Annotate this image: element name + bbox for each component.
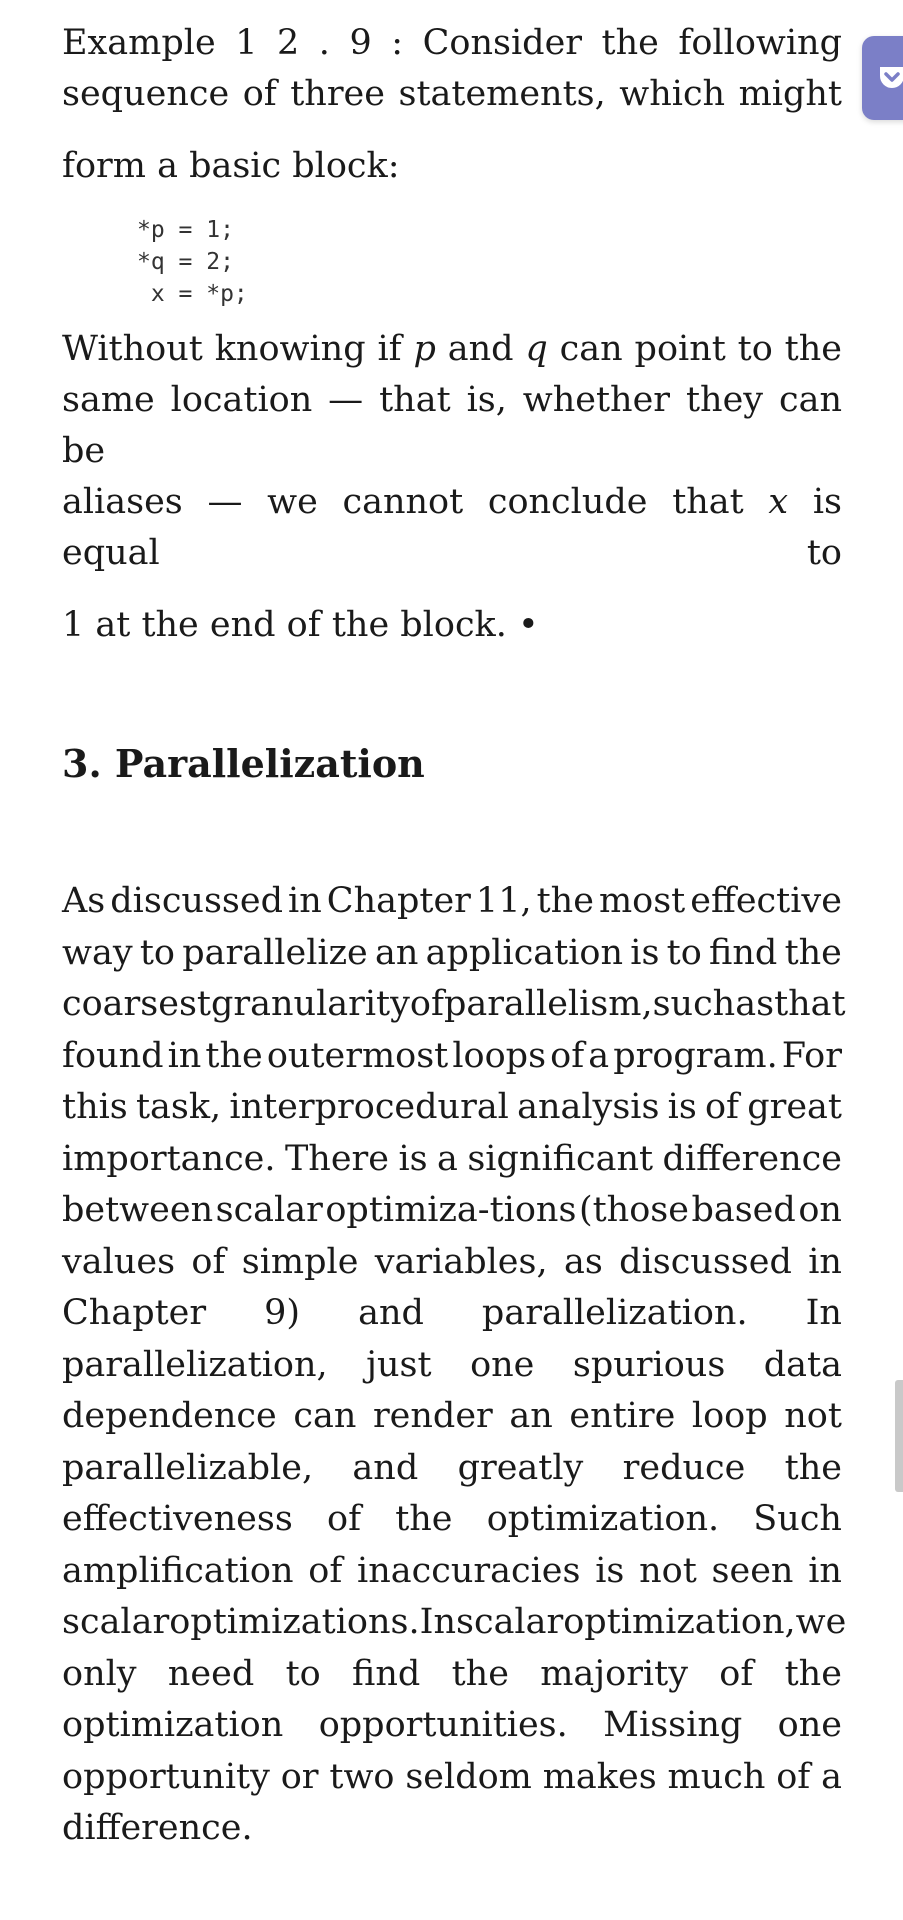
- example-block: [62, 18, 842, 651]
- body-line: between scalar optimiza-tions (those based on: [62, 1190, 842, 1230]
- example-line-2: sequence of three statements, which might: [62, 74, 842, 114]
- var-p: p: [413, 329, 436, 369]
- body-line: optimization opportunities. Missing one: [62, 1705, 842, 1745]
- body-line: effectiveness of the optimization. Such: [62, 1499, 842, 1539]
- body-line: dependence can render an entire loop not: [62, 1396, 842, 1436]
- example-line-3: form a basic block:: [62, 146, 400, 186]
- body-line: parallelization, just one spurious data: [62, 1344, 842, 1385]
- pocket-save-icon: [876, 62, 903, 94]
- aliases-line-3: aliases — we cannot conclude that x is equal to: [62, 482, 843, 573]
- body-line: found in the outermost loops of a program. For: [62, 1035, 842, 1076]
- body-line: values of simple variables, as discussed in: [62, 1241, 842, 1282]
- body-line: scalar optimizations. In scalar optimization, we: [62, 1602, 847, 1642]
- body-line: difference.: [62, 1808, 253, 1848]
- body-line: way to parallelize an application is to find the: [62, 932, 842, 973]
- code-line: *q = 2;: [137, 249, 234, 275]
- body-line: amplification of inaccuracies is not seen in: [62, 1550, 842, 1591]
- scrollbar-thumb[interactable]: [895, 1380, 903, 1492]
- var-x: x: [768, 482, 789, 522]
- body-line: this task, interprocedural analysis is of great: [62, 1087, 842, 1127]
- body-line: opportunity or two seldom makes much of a: [62, 1756, 842, 1797]
- pocket-save-button[interactable]: [862, 36, 903, 120]
- aliases-line-1: Without knowing if p and q can point to the: [62, 329, 842, 369]
- code-line: x = *p;: [137, 281, 248, 307]
- body-line: Chapter 9) and parallelization. In: [62, 1293, 842, 1333]
- var-q: q: [525, 329, 548, 369]
- body-line: coarsest granularity of parallelism, such as that: [62, 984, 846, 1024]
- aliases-line-4: 1 at the end of the block. •: [62, 605, 539, 645]
- section-body: [62, 876, 847, 1855]
- body-line: As discussed in Chapter 11, the most effective: [62, 881, 842, 921]
- code-snippet: [137, 214, 842, 310]
- body-line: parallelizable, and greatly reduce the: [62, 1447, 842, 1488]
- example-line-1: Example 1 2 . 9 : Consider the following: [62, 23, 842, 63]
- code-line: *p = 1;: [137, 217, 234, 243]
- body-line: only need to find the majority of the: [62, 1653, 842, 1694]
- section-heading: 3. Parallelization: [62, 741, 425, 786]
- aliases-line-2: same location — that is, whether they can be: [62, 380, 842, 471]
- body-line: importance. There is a significant difference: [62, 1138, 842, 1179]
